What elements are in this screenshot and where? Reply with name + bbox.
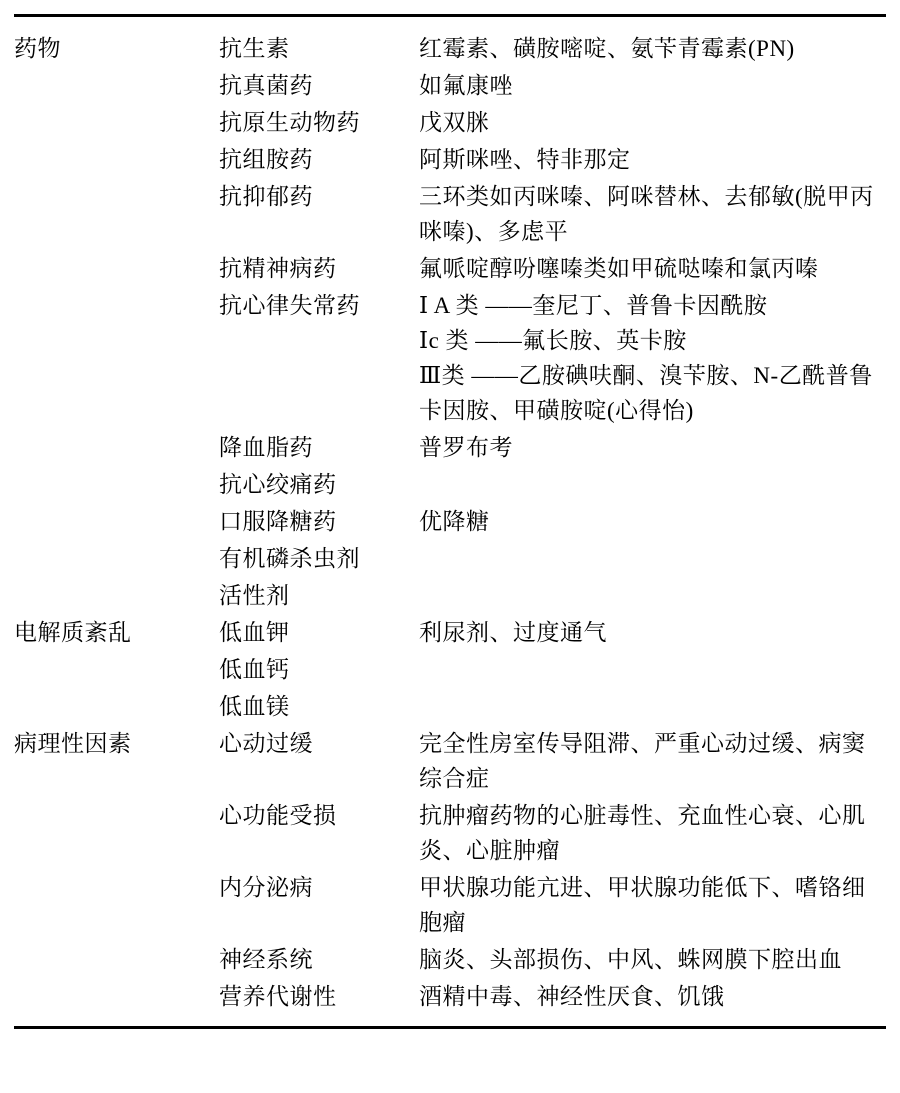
table-row [14,31,886,68]
category-cell-empty [14,105,219,142]
table-row [14,578,886,615]
table-row [14,179,886,251]
detail-line: Ⅰ A 类 ——奎尼丁、普鲁卡因酰胺 [419,293,768,318]
detail-cell: 优降糖 [419,509,490,534]
subcategory-cell: 心功能受损 [219,803,337,828]
table-row [14,541,886,578]
subcategory-cell: 内分泌病 [219,875,313,900]
table-row [14,251,886,288]
detail-cell: 利尿剂、过度通气 [419,620,607,645]
table-row [14,870,886,942]
subcategory-cell: 抗生素 [219,36,290,61]
subcategory-cell: 低血钙 [219,657,290,682]
detail-cell-multiline [419,288,886,430]
table-top-rule [14,14,886,17]
detail-cell: 氟哌啶醇吩噻嗪类如甲硫哒嗪和氯丙嗪 [419,256,819,281]
category-cell: 药物 [14,36,61,61]
category-cell-empty [14,467,219,504]
detail-cell: 抗肿瘤药物的心脏毒性、充血性心衰、心肌炎、心脏肿瘤 [419,803,866,863]
table-row [14,942,886,979]
detail-cell [419,467,886,504]
table-row [14,798,886,870]
table-row [14,68,886,105]
subcategory-cell: 有机磷杀虫剂 [219,546,360,571]
detail-line: Ⅰc 类 ——氟长胺、英卡胺 [419,328,687,353]
category-cell-empty [14,288,219,430]
category-cell-empty [14,652,219,689]
table-row [14,726,886,798]
detail-cell [419,541,886,578]
category-cell: 病理性因素 [14,731,132,756]
subcategory-cell: 心动过缓 [219,731,313,756]
detail-cell: 戊双脒 [419,110,490,135]
detail-cell: 三环类如丙咪嗪、阿咪替林、去郁敏(脱甲丙咪嗪)、多虑平 [419,184,874,244]
category-cell-empty [14,942,219,979]
subcategory-cell: 活性剂 [219,583,290,608]
category-cell-empty [14,430,219,467]
subcategory-cell: 营养代谢性 [219,984,337,1009]
subcategory-cell: 抗心绞痛药 [219,472,337,497]
detail-cell: 红霉素、磺胺嘧啶、氨苄青霉素(PN) [419,36,795,61]
table-row [14,142,886,179]
subcategory-cell: 抗精神病药 [219,256,337,281]
detail-cell: 普罗布考 [419,435,513,460]
table-row [14,979,886,1016]
category-cell-empty [14,870,219,942]
subcategory-cell: 抗组胺药 [219,147,313,172]
document-page [0,14,900,1093]
detail-line: Ⅲ类 ——乙胺碘呋酮、溴苄胺、N‑乙酰普鲁卡因胺、甲磺胺啶(心得怡) [419,363,873,423]
subcategory-cell: 低血钾 [219,620,290,645]
detail-cell: 阿斯咪唑、特非那定 [419,147,631,172]
table-row [14,504,886,541]
subcategory-cell: 口服降糖药 [219,509,337,534]
category-cell-empty [14,251,219,288]
category-cell-empty [14,798,219,870]
subcategory-cell: 抗抑郁药 [219,184,313,209]
subcategory-cell: 神经系统 [219,947,313,972]
detail-cell [419,578,886,615]
subcategory-cell: 降血脂药 [219,435,313,460]
subcategory-cell: 抗心律失常药 [219,293,360,318]
category-cell-empty [14,142,219,179]
table-row [14,288,886,430]
table-row [14,467,886,504]
detail-cell: 如氟康唑 [419,73,513,98]
detail-cell: 脑炎、头部损伤、中风、蛛网膜下腔出血 [419,947,842,972]
detail-cell [419,652,886,689]
subcategory-cell: 抗真菌药 [219,73,313,98]
category-cell-empty [14,578,219,615]
category-cell-empty [14,541,219,578]
detail-cell: 完全性房室传导阻滞、严重心动过缓、病窦综合症 [419,731,866,791]
table-row [14,652,886,689]
table-row [14,105,886,142]
subcategory-cell: 低血镁 [219,694,290,719]
table-row [14,615,886,652]
table-bottom-rule [14,1026,886,1029]
category-cell-empty [14,504,219,541]
data-table [14,31,886,1016]
category-cell-empty [14,68,219,105]
detail-cell: 甲状腺功能亢进、甲状腺功能低下、嗜铬细胞瘤 [419,875,866,935]
detail-cell [419,689,886,726]
category-cell: 电解质紊乱 [14,620,132,645]
category-cell-empty [14,979,219,1016]
category-cell-empty [14,689,219,726]
detail-cell: 酒精中毒、神经性厌食、饥饿 [419,984,725,1009]
table-row [14,689,886,726]
subcategory-cell: 抗原生动物药 [219,110,360,135]
category-cell-empty [14,179,219,251]
table-row [14,430,886,467]
